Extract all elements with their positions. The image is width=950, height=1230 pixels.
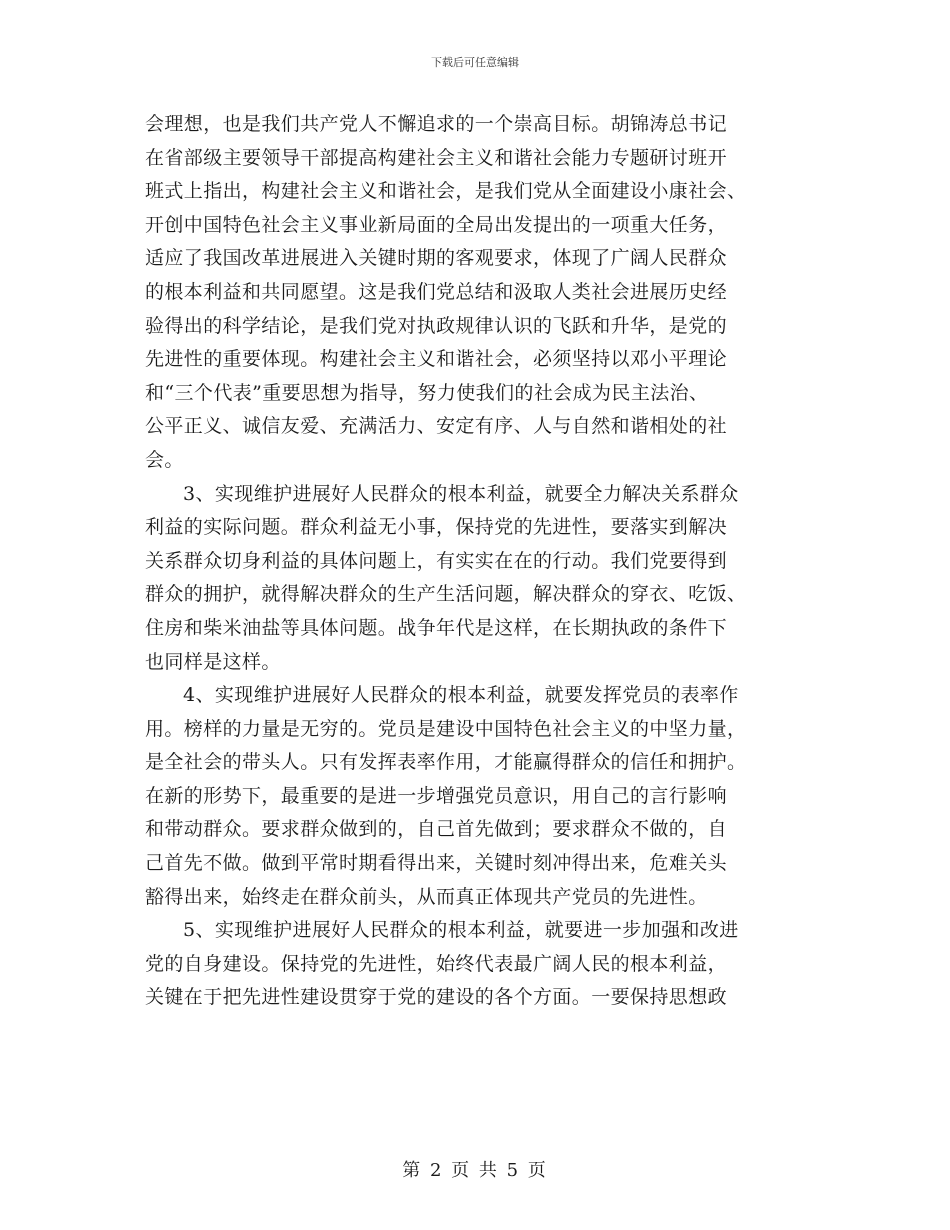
text-line: 会理想，也是我们共产党人不懈追求的一个崇高目标。胡锦涛总书记 bbox=[145, 113, 728, 135]
text-line: 5、实现维护进展好人民群众的根本利益，就要进一步加强和改进 bbox=[183, 919, 739, 942]
page-header: 下载后可任意编辑 bbox=[431, 56, 519, 69]
text-line: 己首先不做。做到平常时期看得出来，关键时刻冲得出来，危难关头 bbox=[145, 852, 728, 875]
text-line: 公平正义、诚信友爱、充满活力、安定有序、人与自然和谐相处的社 bbox=[145, 415, 728, 438]
text-line: 会。 bbox=[145, 448, 184, 471]
text-line: 先进性的重要体现。构建社会主义和谐社会，必须坚持以邓小平理论 bbox=[145, 348, 728, 371]
paragraph-point-5 bbox=[145, 914, 809, 1015]
text-line: 班式上指出，构建社会主义和谐社会，是我们党从全面建设小康社会、 bbox=[145, 180, 747, 203]
text-line: 也同样是这样。 bbox=[145, 650, 281, 673]
paragraph-point-4 bbox=[145, 679, 809, 914]
text-line: 用。榜样的力量是无穷的。党员是建设中国特色社会主义的中坚力量， bbox=[145, 717, 747, 740]
text-line: 关键在于把先进性建设贯穿于党的建设的各个方面。一要保持思想政 bbox=[145, 986, 728, 1009]
text-line: 4、实现维护进展好人民群众的根本利益，就要发挥党员的表率作 bbox=[183, 684, 739, 707]
paragraph-continuation bbox=[145, 108, 809, 478]
paragraph-point-3 bbox=[145, 478, 809, 680]
text-line: 关系群众切身利益的具体问题上，有实实在在的行动。我们党要得到 bbox=[145, 549, 728, 572]
page-number-footer: 第 2 页 共 5 页 bbox=[402, 1160, 548, 1181]
text-line: 在新的形势下，最重要的是进一步增强党员意识，用自己的言行影响 bbox=[145, 784, 728, 807]
document-body bbox=[145, 108, 809, 1015]
text-line: 群众的拥护，就得解决群众的生产生活问题，解决群众的穿衣、吃饭、 bbox=[145, 583, 747, 606]
text-line: 验得出的科学结论，是我们党对执政规律认识的飞跃和升华，是党的 bbox=[145, 314, 728, 337]
text-line: 住房和柴米油盐等具体问题。战争年代是这样，在长期执政的条件下 bbox=[145, 616, 728, 639]
text-line: 在省部级主要领导干部提高构建社会主义和谐社会能力专题研讨班开 bbox=[145, 146, 728, 169]
text-line: 适应了我国改革进展进入关键时期的客观要求，体现了广阔人民群众 bbox=[145, 247, 728, 270]
text-line: 开创中国特色社会主义事业新局面的全局出发提出的一项重大任务， bbox=[145, 213, 728, 236]
text-line: 的根本利益和共同愿望。这是我们党总结和汲取人类社会进展历史经 bbox=[145, 280, 728, 303]
text-line: 党的自身建设。保持党的先进性，始终代表最广阔人民的根本利益， bbox=[145, 952, 728, 975]
text-line: 和带动群众。要求群众做到的，自己首先做到；要求群众不做的，自 bbox=[145, 818, 728, 841]
text-line: 豁得出来，始终走在群众前头，从而真正体现共产党员的先进性。 bbox=[145, 885, 708, 908]
text-line: 3、实现维护进展好人民群众的根本利益，就要全力解决关系群众 bbox=[183, 482, 739, 505]
text-line: 利益的实际问题。群众利益无小事，保持党的先进性，要落实到解决 bbox=[145, 516, 728, 539]
text-line: 和“三个代表”重要思想为指导，努力使我们的社会成为民主法治、 bbox=[145, 381, 709, 404]
text-line: 是全社会的带头人。只有发挥表率作用，才能赢得群众的信任和拥护。 bbox=[145, 751, 747, 774]
